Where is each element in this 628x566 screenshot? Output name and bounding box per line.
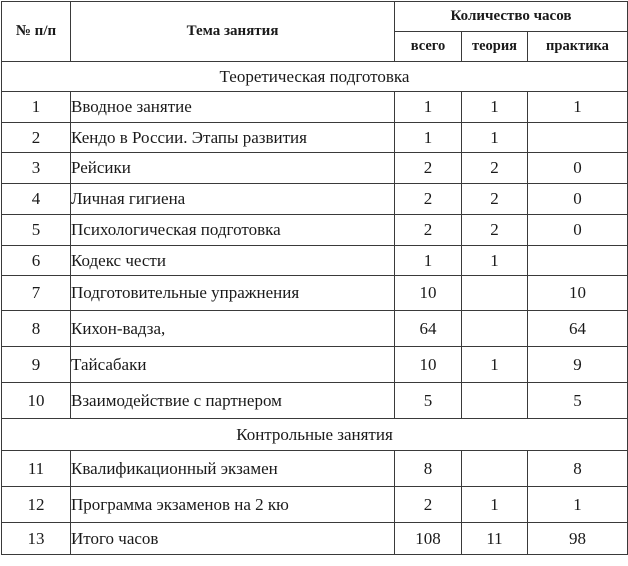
row-practice-hours: 9: [528, 347, 628, 383]
row-total-hours: 64: [395, 311, 462, 347]
row-practice-hours: 0: [528, 153, 628, 184]
row-topic: Программа экзаменов на 2 кю: [71, 487, 395, 523]
row-practice-hours: 64: [528, 311, 628, 347]
header-hours: Количество часов: [395, 2, 628, 32]
row-practice-hours: 0: [528, 215, 628, 246]
row-practice-hours: 8: [528, 451, 628, 487]
table-row: [2, 215, 628, 246]
row-number: 3: [2, 153, 71, 184]
row-topic: Квалификационный экзамен: [71, 451, 395, 487]
row-number: 1: [2, 92, 71, 123]
row-practice-hours: 1: [528, 487, 628, 523]
table-header: [2, 2, 628, 62]
header-theory: теория: [462, 32, 528, 62]
row-theory-hours: 2: [462, 215, 528, 246]
table-row: [2, 123, 628, 153]
row-total-hours: 108: [395, 523, 462, 555]
row-total-hours: 5: [395, 383, 462, 419]
row-theory-hours: 1: [462, 92, 528, 123]
section-row: [2, 419, 628, 451]
row-total-hours: 1: [395, 123, 462, 153]
row-practice-hours: [528, 246, 628, 276]
row-theory-hours: 1: [462, 487, 528, 523]
row-theory-hours: [462, 276, 528, 311]
row-total-hours: 10: [395, 276, 462, 311]
row-number: 6: [2, 246, 71, 276]
row-topic: Кодекс чести: [71, 246, 395, 276]
row-number: 2: [2, 123, 71, 153]
row-number: 13: [2, 523, 71, 555]
row-topic: Итого часов: [71, 523, 395, 555]
row-number: 4: [2, 184, 71, 215]
row-total-hours: 8: [395, 451, 462, 487]
row-theory-hours: [462, 451, 528, 487]
table-row: [2, 92, 628, 123]
row-topic: Рейсики: [71, 153, 395, 184]
row-total-hours: 2: [395, 215, 462, 246]
row-topic: Тайсабаки: [71, 347, 395, 383]
table-row: [2, 276, 628, 311]
row-practice-hours: 5: [528, 383, 628, 419]
table-body: [2, 62, 628, 555]
table-row: [2, 451, 628, 487]
row-theory-hours: 2: [462, 184, 528, 215]
row-number: 5: [2, 215, 71, 246]
row-practice-hours: 10: [528, 276, 628, 311]
section-title: Контрольные занятия: [2, 419, 628, 451]
row-theory-hours: 1: [462, 347, 528, 383]
table-row: [2, 153, 628, 184]
row-total-hours: 2: [395, 153, 462, 184]
row-number: 8: [2, 311, 71, 347]
row-topic: Вводное занятие: [71, 92, 395, 123]
header-total: всего: [395, 32, 462, 62]
table-row: [2, 311, 628, 347]
row-topic: Кихон-вадза,: [71, 311, 395, 347]
row-theory-hours: 1: [462, 246, 528, 276]
table-row: [2, 487, 628, 523]
row-practice-hours: 0: [528, 184, 628, 215]
table-row: [2, 184, 628, 215]
section-title: Теоретическая подготовка: [2, 62, 628, 92]
row-theory-hours: [462, 311, 528, 347]
row-number: 11: [2, 451, 71, 487]
row-topic: Психологическая подготовка: [71, 215, 395, 246]
row-total-hours: 1: [395, 92, 462, 123]
table-row: [2, 383, 628, 419]
row-theory-hours: [462, 383, 528, 419]
curriculum-table: [1, 1, 628, 555]
table-row: [2, 246, 628, 276]
row-theory-hours: 11: [462, 523, 528, 555]
row-total-hours: 2: [395, 487, 462, 523]
row-topic: Подготовительные упражнения: [71, 276, 395, 311]
row-total-hours: 1: [395, 246, 462, 276]
header-topic: Тема занятия: [71, 2, 395, 62]
row-theory-hours: 1: [462, 123, 528, 153]
table-row: [2, 523, 628, 555]
table-row: [2, 347, 628, 383]
row-theory-hours: 2: [462, 153, 528, 184]
row-topic: Кендо в России. Этапы развития: [71, 123, 395, 153]
header-practice: практика: [528, 32, 628, 62]
row-practice-hours: 1: [528, 92, 628, 123]
row-number: 12: [2, 487, 71, 523]
row-practice-hours: [528, 123, 628, 153]
row-total-hours: 2: [395, 184, 462, 215]
row-topic: Взаимодействие с партнером: [71, 383, 395, 419]
row-number: 10: [2, 383, 71, 419]
row-topic: Личная гигиена: [71, 184, 395, 215]
header-num: № п/п: [2, 2, 71, 62]
row-practice-hours: 98: [528, 523, 628, 555]
row-total-hours: 10: [395, 347, 462, 383]
section-row: [2, 62, 628, 92]
row-number: 9: [2, 347, 71, 383]
row-number: 7: [2, 276, 71, 311]
